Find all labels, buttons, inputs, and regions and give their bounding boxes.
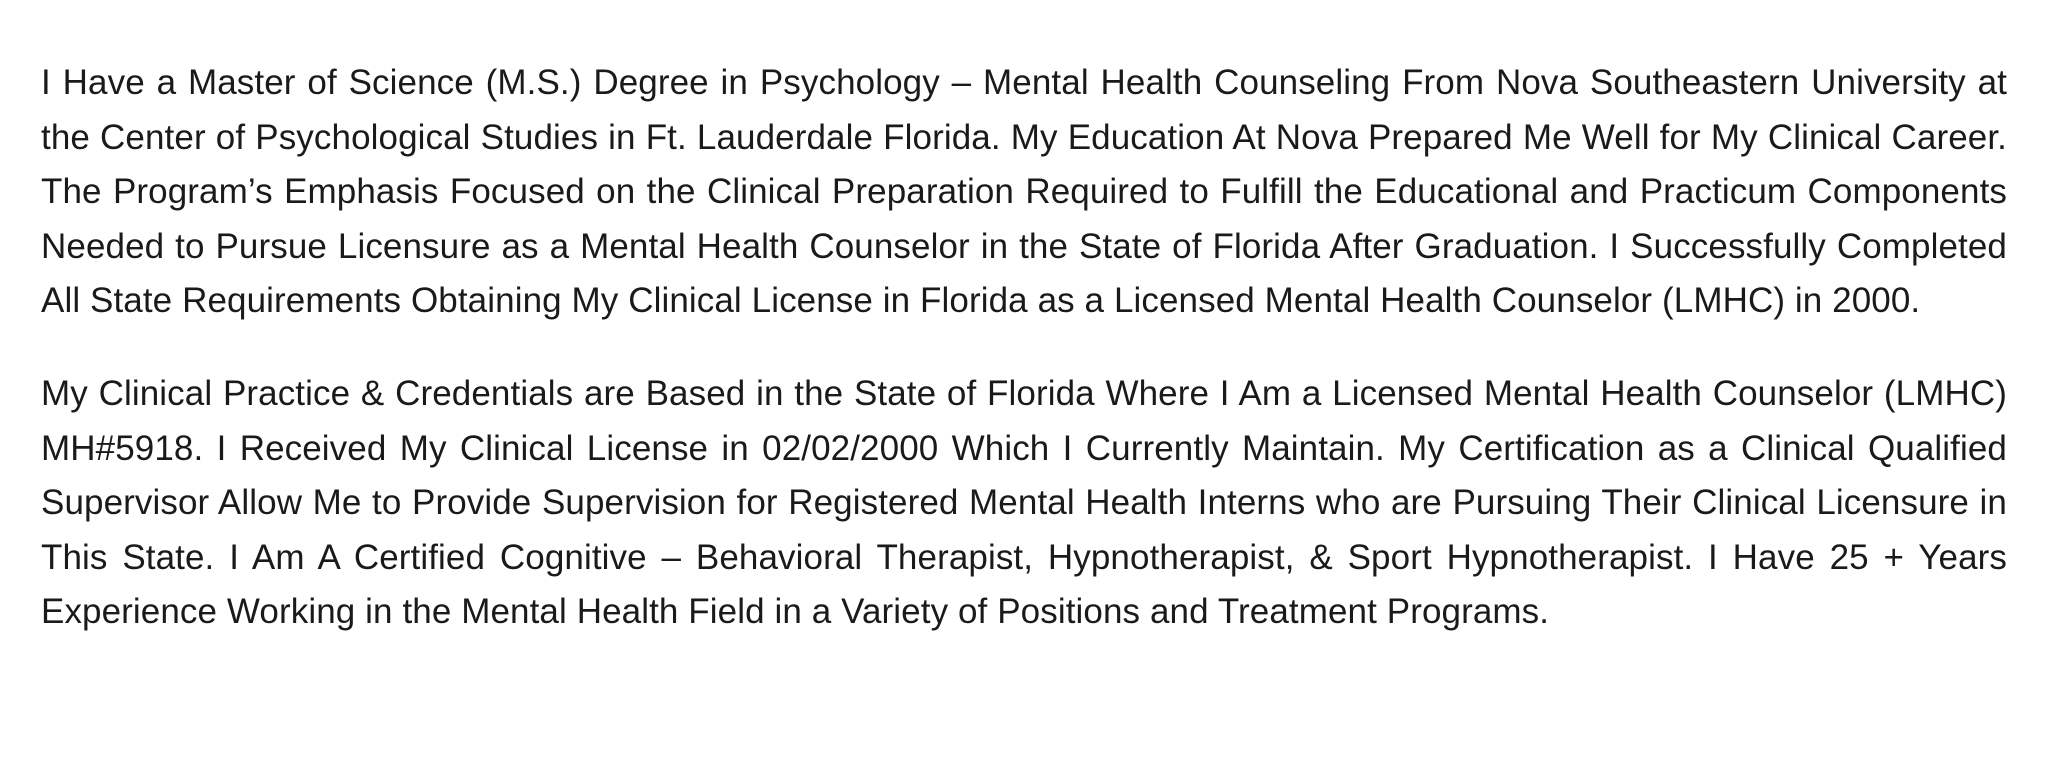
bio-text-block [41,56,2007,678]
credentials-paragraph: My Clinical Practice & Credentials are Based in the State of Florida Where I Am a Licensed Mental Health Counselor (LMHC) MH#5918. I Received My Clinical License in 02/02/2000 Which I Currently Maintain. My Certification as a Clinical Qualified Supervisor Allow Me to Provide Supervision for Registered Mental Health Interns who are Pursuing Their Clinical Licensure in This State. I Am A Certified Cognitive – Behavioral Therapist, Hypnotherapist, & Sport Hypnotherapist. I Have 25 + Years Experience Working in the Mental Health Field in a Variety of Positions and Treatment Programs. [41,373,2007,632]
education-paragraph: I Have a Master of Science (M.S.) Degree in Psychology – Mental Health Counseling From Nova Southeastern University at the Center of Psychological Studies in Ft. Lauderdale Florida. My Education At Nova Prepared Me Well for My Clinical Career. The Program’s Emphasis Focused on the Clinical Preparation Required to Fulfill the Educational and Practicum Components Needed to Pursue Licensure as a Mental Health Counselor in the State of Florida After Graduation. I Successfully Completed All State Requirements Obtaining My Clinical License in Florida as a Licensed Mental Health Counselor (LMHC) in 2000. [41,63,2007,321]
